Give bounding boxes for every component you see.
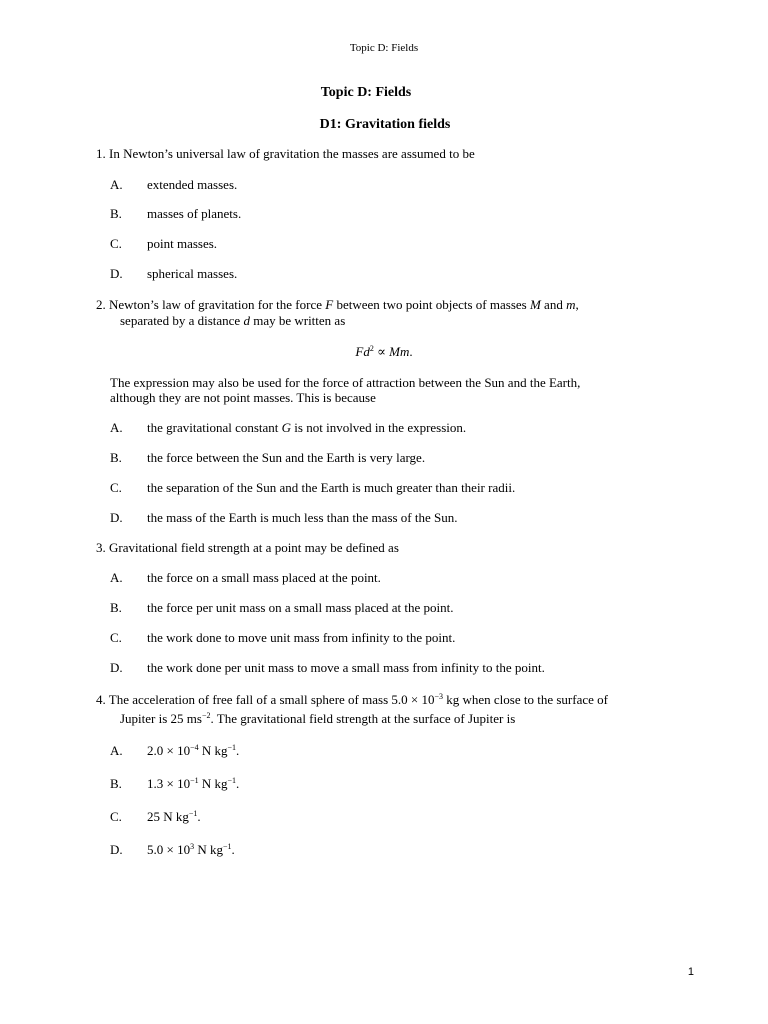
option-text: the work done to move unit mass from infinity to the point. — [147, 630, 456, 645]
option-letter: D. — [110, 510, 123, 525]
option-letter: A. — [110, 743, 123, 758]
option-letter: D. — [110, 660, 123, 675]
running-header: Topic D: Fields — [349, 42, 419, 54]
gravitation-formula: $Fd^2 \propto Mm$. — [355, 344, 413, 359]
option-letter: C. — [110, 630, 122, 645]
question-2-stem-line1: 2. Newton’s law of gravitation for the force F between two point objects of masses M and m, — [96, 297, 579, 312]
option-text: the force on a small mass placed at the point. — [147, 570, 381, 585]
option-letter: C. — [110, 480, 122, 495]
option-text: the force per unit mass on a small mass placed at the point. — [147, 600, 454, 615]
option-text: the force between the Sun and the Earth is very large. — [147, 450, 426, 465]
option-letter: A. — [110, 420, 123, 435]
question-4-stem-line2: Jupiter is 25 $ms^{-2}$. The gravitational field strength at the surface of Jupiter is — [120, 711, 516, 726]
question-2-paragraph-line1: The expression may also be used for the force of attraction between the Sun and the Earth, — [110, 375, 581, 390]
option-letter: D. — [110, 266, 123, 281]
section-title: D1: Gravitation fields — [319, 117, 451, 132]
option-letter: B. — [110, 206, 122, 221]
option-letter: B. — [110, 600, 122, 615]
option-text: $1.3 \times 10^{-1}$ N $kg^{-1}$. — [147, 776, 240, 791]
option-letter: B. — [110, 450, 122, 465]
option-text: extended masses. — [147, 177, 238, 192]
option-letter: C. — [110, 809, 122, 824]
question-1-stem: 1. In Newton’s universal law of gravitation the masses are assumed to be — [96, 146, 475, 161]
option-text: masses of planets. — [147, 206, 242, 221]
topic-title: Topic D: Fields — [320, 85, 412, 100]
option-text: $5.0 \times 10^3$ N $kg^{-1}$. — [147, 842, 235, 857]
option-text: point masses. — [147, 236, 218, 251]
option-letter: D. — [110, 842, 123, 857]
question-2-paragraph-line2: although they are not point masses. This is because — [110, 390, 376, 405]
option-letter: B. — [110, 776, 122, 791]
page-number: 1 — [687, 966, 694, 978]
option-text: the gravitational constant G is not involved in the expression. — [147, 420, 467, 435]
option-text: the separation of the Sun and the Earth is much greater than their radii. — [147, 480, 516, 495]
option-text: the mass of the Earth is much less than the mass of the Sun. — [147, 510, 458, 525]
option-letter: C. — [110, 236, 122, 251]
question-3-stem: 3. Gravitational field strength at a point may be defined as — [96, 540, 399, 555]
question-2-stem-line2: separated by a distance d may be written as — [120, 313, 346, 328]
question-4-stem-line1: 4. The acceleration of free fall of a small sphere of mass $5.0 \times 10^{-3}$ kg when close to the surface of — [96, 692, 608, 707]
option-text: 25 N $kg^{-1}$. — [147, 809, 201, 824]
option-letter: A. — [110, 177, 123, 192]
option-text: spherical masses. — [147, 266, 238, 281]
option-letter: A. — [110, 570, 123, 585]
option-text: the work done per unit mass to move a small mass from infinity to the point. — [147, 660, 545, 675]
option-text: $2.0 \times 10^{-4}$ N $kg^{-1}$. — [147, 743, 240, 758]
